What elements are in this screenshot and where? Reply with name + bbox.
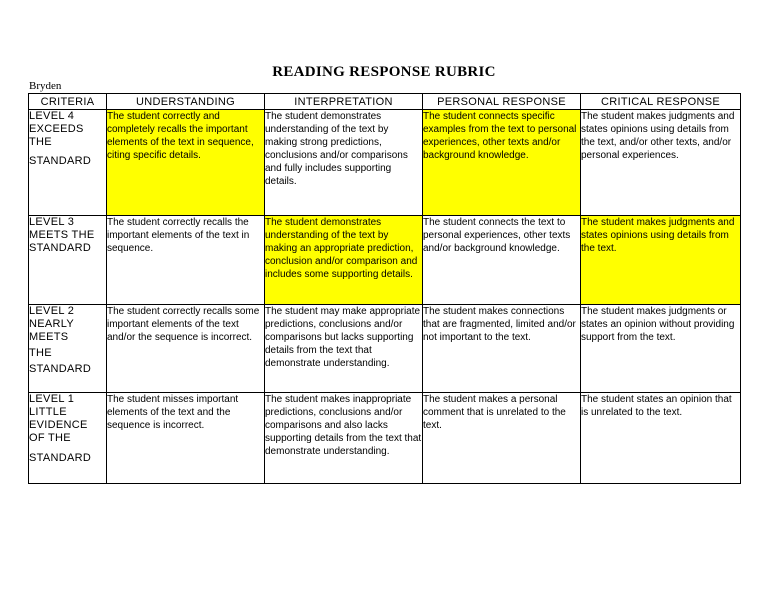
cell-interpretation: The student may make appropriate predictions, conclusions and/or comparisons but lacks supporting details from the text that demonstrate understanding.	[265, 305, 423, 393]
table-row-level-2	[29, 305, 741, 393]
cell-personal-response: The student connects specific examples from the text to personal experiences, other texts and/or background knowledge.	[423, 110, 581, 216]
criteria-line: MEETS THE	[29, 229, 95, 241]
criteria-line: EVIDENCE	[29, 419, 88, 431]
table-row-level-4	[29, 110, 741, 216]
criteria-line: THE	[29, 347, 52, 359]
cell-critical-response: The student makes judgments and states opinions using details from the text.	[581, 216, 741, 305]
header-criteria: CRITERIA	[29, 94, 107, 110]
header-personal-response: PERSONAL RESPONSE	[423, 94, 581, 110]
criteria-line: LEVEL 2	[29, 305, 75, 317]
criteria-line: STANDARD	[29, 363, 92, 375]
cell-interpretation: The student demonstrates understanding of the text by making an appropriate prediction, conclusion and/or comparison and includes some supporting details.	[265, 216, 423, 305]
criteria-cell	[29, 305, 107, 393]
criteria-cell	[29, 216, 107, 305]
criteria-line: STANDARD	[29, 242, 92, 254]
cell-interpretation: The student demonstrates understanding of the text by making strong predictions, conclusions and/or comparisons and fully includes supporting details.	[265, 110, 423, 216]
table-row-level-1	[29, 393, 741, 484]
cell-understanding: The student correctly recalls the important elements of the text in sequence.	[107, 216, 265, 305]
rubric-table	[28, 93, 741, 484]
cell-understanding: The student correctly and completely recalls the important elements of the text in sequence, citing specific details.	[107, 110, 265, 216]
criteria-line: STANDARD	[29, 155, 92, 167]
criteria-line: STANDARD	[29, 452, 92, 464]
cell-interpretation: The student makes inappropriate predictions, conclusions and/or comparisons and also lacks supporting details from the text that demonstrate understanding.	[265, 393, 423, 484]
cell-critical-response: The student makes judgments or states an opinion without providing support from the text.	[581, 305, 741, 393]
criteria-line: EXCEEDS	[29, 123, 84, 135]
cell-critical-response: The student states an opinion that is unrelated to the text.	[581, 393, 741, 484]
cell-personal-response: The student connects the text to personal experiences, other texts and/or background knowledge.	[423, 216, 581, 305]
cell-understanding: The student correctly recalls some important elements of the text and/or the sequence is incorrect.	[107, 305, 265, 393]
criteria-line: LEVEL 4	[29, 110, 75, 122]
student-name: Bryden	[29, 80, 62, 92]
cell-critical-response: The student makes judgments and states opinions using details from the text, and/or other texts, and/or personal experiences.	[581, 110, 741, 216]
header-row	[29, 94, 741, 110]
cell-understanding: The student misses important elements of the text and the sequence is incorrect.	[107, 393, 265, 484]
criteria-line: LITTLE	[29, 406, 67, 418]
table-row-level-3	[29, 216, 741, 305]
document-title: READING RESPONSE RUBRIC	[272, 64, 496, 80]
criteria-line: LEVEL 3	[29, 216, 75, 228]
header-understanding: UNDERSTANDING	[107, 94, 265, 110]
criteria-line: OF THE	[29, 432, 71, 444]
cell-personal-response: The student makes connections that are fragmented, limited and/or not important to the text.	[423, 305, 581, 393]
header-critical-response: CRITICAL RESPONSE	[581, 94, 741, 110]
criteria-line: LEVEL 1	[29, 393, 75, 405]
criteria-line: THE	[29, 136, 52, 148]
criteria-cell	[29, 110, 107, 216]
header-interpretation: INTERPRETATION	[265, 94, 423, 110]
cell-personal-response: The student makes a personal comment that is unrelated to the text.	[423, 393, 581, 484]
criteria-cell	[29, 393, 107, 484]
criteria-line: NEARLY	[29, 318, 74, 330]
criteria-line: MEETS	[29, 331, 69, 343]
